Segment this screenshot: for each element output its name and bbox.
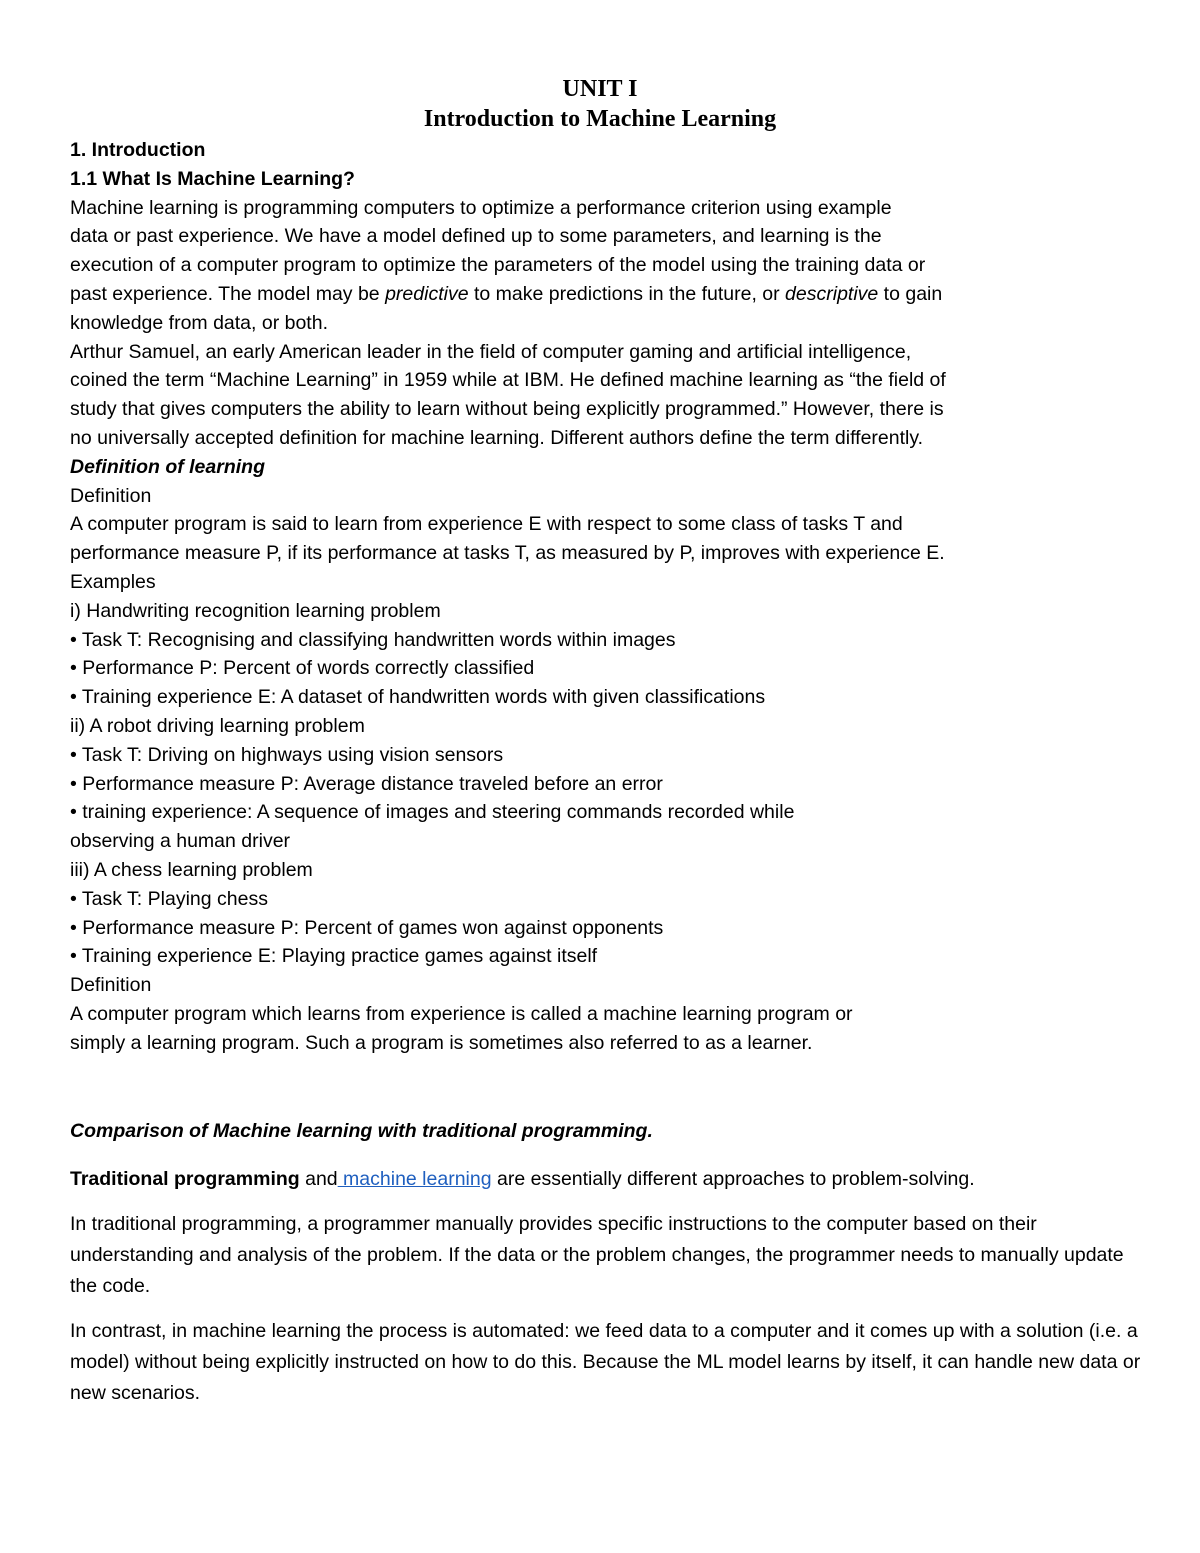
emphasis-predictive: predictive	[385, 282, 469, 305]
definition-line: A computer program is said to learn from experience E with respect to some class of tasks T and	[70, 513, 903, 536]
example-title: i) Handwriting recognition learning problem	[70, 599, 441, 622]
comparison-paragraph: In contrast, in machine learning the process is automated: we feed data to a computer and it comes up with a solution (i.e. a model) without being explicitly instructed on how to do this. Because the ML model learns by itself, it can handle new data or new scenarios.	[70, 1320, 1141, 1404]
paragraph-line	[70, 280, 1130, 309]
example-bullet: • Training experience E: A dataset of handwritten words with given classifications	[70, 686, 766, 709]
paragraph-line: execution of a computer program to optimize the parameters of the model using the training data or	[70, 254, 926, 277]
paragraph-line: data or past experience. We have a model defined up to some parameters, and learning is the	[70, 225, 882, 248]
bold-term: Traditional programming	[70, 1168, 300, 1190]
comparison-paragraph	[70, 1164, 1150, 1195]
emphasis-descriptive: descriptive	[785, 282, 879, 305]
definition-label: Definition	[70, 484, 152, 507]
paragraph-line: Arthur Samuel, an early American leader in the field of computer gaming and artificial intelligence,	[70, 340, 912, 363]
example-bullet: • Task T: Driving on highways using vision sensors	[70, 743, 504, 766]
definition-line: simply a learning program. Such a program is sometimes also referred to as a learner.	[70, 1031, 813, 1054]
section-what-is-ml	[70, 136, 1130, 1058]
definition-line: performance measure P, if its performance at tasks T, as measured by P, improves with experience E.	[70, 542, 945, 565]
text-run: past experience. The model may be	[70, 282, 386, 305]
example-bullet: • Performance measure P: Average distance traveled before an error	[70, 772, 663, 795]
text-run: and	[299, 1168, 338, 1190]
document-title: Introduction to Machine Learning	[423, 106, 777, 132]
example-bullet: • Performance measure P: Percent of games won against opponents	[70, 916, 664, 939]
unit-heading: UNIT I	[562, 76, 638, 102]
text-run: to make predictions in the future, or	[468, 282, 786, 305]
example-bullet: • Task T: Recognising and classifying handwritten words within images	[70, 628, 676, 651]
definition-label: Definition	[70, 974, 152, 997]
definition-heading: Definition of learning	[70, 455, 265, 478]
subsection-heading: 1.1 What Is Machine Learning?	[70, 167, 355, 190]
paragraph-line: coined the term “Machine Learning” in 1959 while at IBM. He defined machine learning as “the field of	[70, 369, 946, 392]
example-title: ii) A robot driving learning problem	[70, 714, 365, 737]
paragraph-line: knowledge from data, or both.	[70, 311, 328, 334]
example-bullet: • Task T: Playing chess	[70, 887, 268, 910]
text-run: are essentially different approaches to problem-solving.	[491, 1168, 975, 1190]
section-heading: 1. Introduction	[70, 139, 206, 161]
comparison-section	[70, 1164, 1150, 1423]
example-title: iii) A chess learning problem	[70, 858, 313, 881]
example-bullet: • Performance P: Percent of words correctly classified	[70, 657, 535, 680]
paragraph-line: no universally accepted definition for machine learning. Different authors define the term differently.	[70, 426, 924, 449]
example-bullet: • training experience: A sequence of images and steering commands recorded while	[70, 801, 795, 824]
example-bullet-continuation: observing a human driver	[70, 830, 291, 853]
paragraph-line: study that gives computers the ability to learn without being explicitly programmed.” However, there is	[70, 398, 944, 421]
definition-line: A computer program which learns from experience is called a machine learning program or	[70, 1002, 853, 1025]
text-run: to gain	[878, 282, 943, 305]
machine-learning-link[interactable]: machine learning	[337, 1168, 492, 1190]
comparison-heading: Comparison of Machine learning with traditional programming.	[70, 1120, 653, 1142]
comparison-paragraph: In traditional programming, a programmer manually provides specific instructions to the computer based on their understanding and analysis of the problem. If the data or the problem changes, the programmer needs to manually update the code.	[70, 1213, 1124, 1297]
paragraph-line: Machine learning is programming computers to optimize a performance criterion using example	[70, 196, 892, 219]
example-bullet: • Training experience E: Playing practice games against itself	[70, 945, 598, 968]
examples-label: Examples	[70, 570, 156, 593]
